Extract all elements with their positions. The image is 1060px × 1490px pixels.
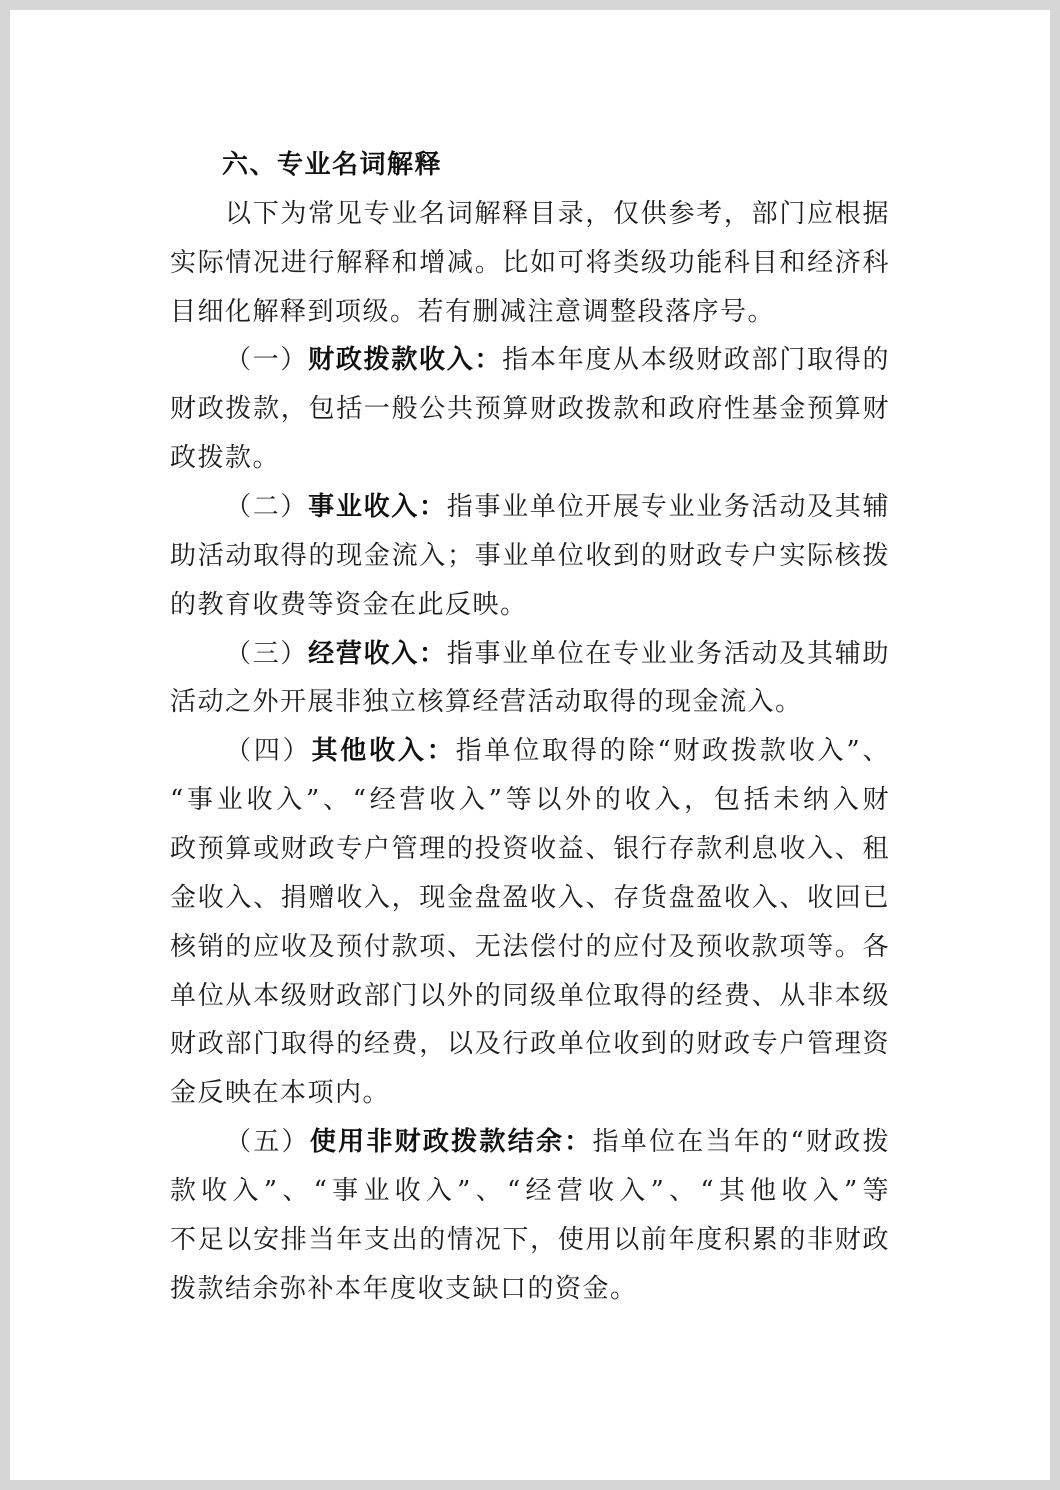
text-segment: 以下为常见专业名词解释目录，仅供参考，部门应根据 <box>225 198 890 229</box>
text-line <box>170 776 890 825</box>
text-segment: 实际情况进行解释和增减。比如可将类级功能科目和经济科 <box>170 247 890 278</box>
text-segment: 指单位在当年的“财政拨 <box>592 1127 890 1158</box>
text-segment: （二） <box>225 492 309 523</box>
text-segment: 指事业单位在专业业务活动及其辅助 <box>446 638 890 669</box>
text-segment: 政预算或财政专户管理的投资收益、银行存款利息收入、租 <box>170 834 890 865</box>
term-paragraph <box>170 336 890 483</box>
text-segment: 活动之外开展非独立核算经营活动取得的现金流入。 <box>170 687 803 718</box>
section-heading: 六、专业名词解释 <box>222 150 443 180</box>
term-label: 经营收入： <box>308 638 447 669</box>
text-line <box>170 581 890 630</box>
text-segment: 助活动取得的现金流入；事业单位收到的财政专户实际核拨 <box>170 540 890 571</box>
text-segment: 拨款结余弥补本年度收支缺口的资金。 <box>170 1273 638 1304</box>
text-segment: 财政部门取得的经费，以及行政单位收到的财政专户管理资 <box>170 1029 890 1060</box>
text-segment: 金反映在本项内。 <box>170 1078 391 1109</box>
text-segment: 金收入、捐赠收入，现金盘盈收入、存货盘盈收入、收回已 <box>170 882 890 913</box>
text-line <box>170 678 890 727</box>
text-segment: （四） <box>225 736 312 767</box>
term-label: 其他收入： <box>311 736 456 767</box>
text-segment: 核销的应收及预付款项、无法偿付的应付及预收款项等。各 <box>170 931 890 962</box>
text-line <box>170 190 890 239</box>
text-line <box>170 874 890 923</box>
text-line <box>170 532 890 581</box>
text-line <box>170 1265 890 1314</box>
term-paragraph <box>170 630 890 728</box>
term-paragraph <box>170 483 890 630</box>
text-line <box>170 1118 890 1167</box>
document-body <box>170 141 890 1314</box>
term-paragraph <box>170 727 890 1118</box>
text-line <box>170 1069 890 1118</box>
text-segment: （五） <box>225 1127 310 1158</box>
text-line <box>170 434 890 483</box>
text-segment: 不足以安排当年支出的情况下，使用以前年度积累的非财政 <box>170 1224 890 1255</box>
text-segment: （一） <box>225 345 309 376</box>
text-line <box>170 1167 890 1216</box>
text-line <box>170 630 890 679</box>
text-line <box>170 972 890 1021</box>
text-line <box>170 239 890 288</box>
text-segment: 指事业单位开展专业业务活动及其辅 <box>446 492 890 523</box>
text-segment: 单位从本级财政部门以外的同级单位取得的经费、从非本级 <box>170 980 890 1011</box>
text-segment: 指单位取得的除“财政拨款收入”、 <box>455 736 890 767</box>
text-line <box>170 385 890 434</box>
text-line <box>170 923 890 972</box>
text-segment: 款收入”、“事业收入”、“经营收入”、“其他收入”等 <box>170 1176 890 1207</box>
text-segment: （三） <box>225 638 309 669</box>
term-label: 财政拨款收入： <box>308 345 503 376</box>
text-line <box>170 336 890 385</box>
paragraph-list <box>170 190 890 1314</box>
text-line <box>170 1216 890 1265</box>
intro-paragraph <box>170 190 890 337</box>
text-segment: 财政拨款，包括一般公共预算财政拨款和政府性基金预算财 <box>170 394 890 425</box>
text-line <box>170 825 890 874</box>
text-segment: 的教育收费等资金在此反映。 <box>170 589 528 620</box>
text-line <box>170 727 890 776</box>
term-paragraph <box>170 1118 890 1313</box>
text-segment: 目细化解释到项级。若有删减注意调整段落序号。 <box>170 296 776 327</box>
text-segment: 政拨款。 <box>170 443 281 474</box>
text-line <box>170 1020 890 1069</box>
text-segment: “事业收入”、“经营收入”等以外的收入，包括未纳入财 <box>170 785 890 816</box>
term-label: 事业收入： <box>308 492 447 523</box>
text-line <box>170 483 890 532</box>
text-segment: 指本年度从本级财政部门取得的 <box>502 345 890 376</box>
document-page <box>10 10 1050 1480</box>
term-label: 使用非财政拨款结余： <box>309 1127 593 1158</box>
text-line <box>170 288 890 337</box>
